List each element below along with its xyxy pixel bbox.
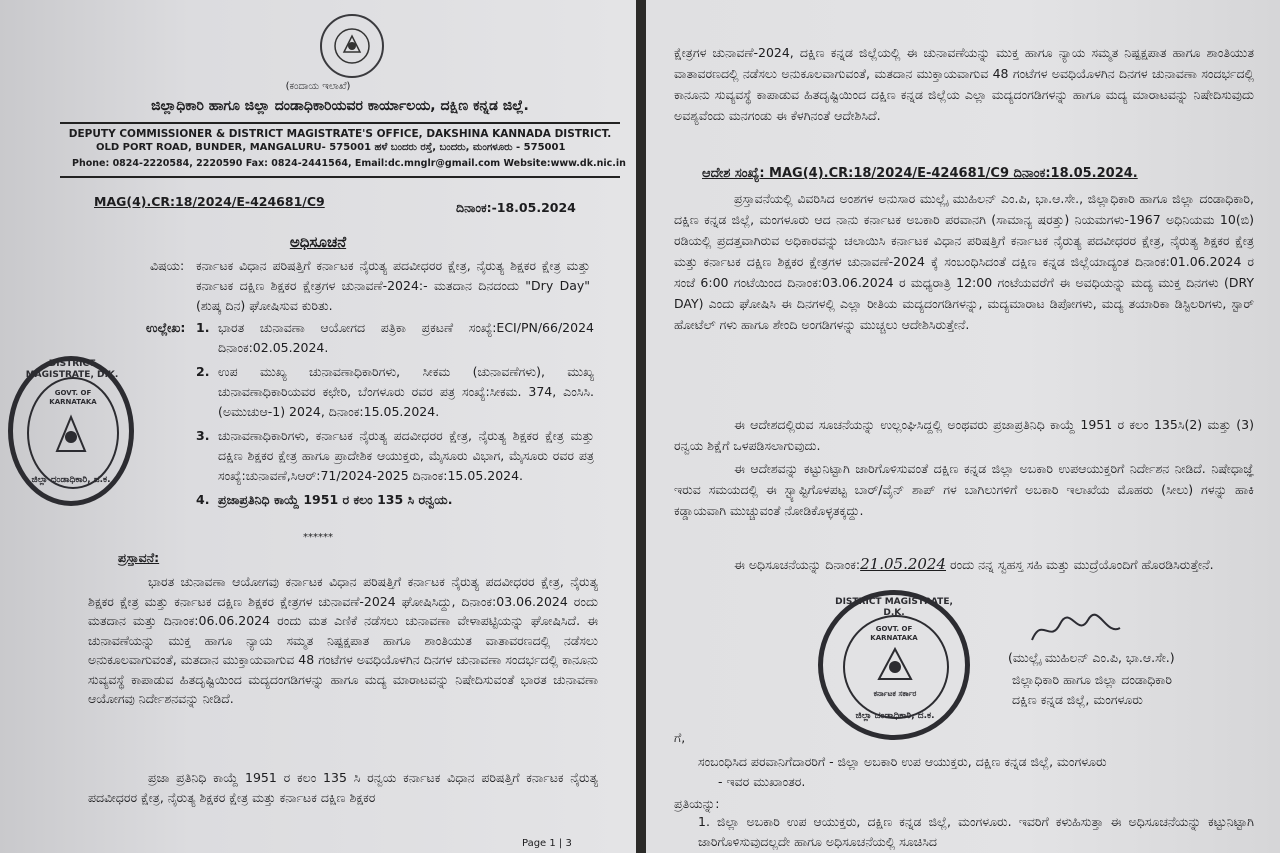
copy-label: ಪ್ರತಿಯನ್ನು: <box>674 796 720 811</box>
reference-item: 3. ಚುನಾವಣಾಧಿಕಾರಿಗಳು, ಕರ್ನಾಟಕ ನೈರುತ್ಯ ಪದವೀಧರರ ಕ್ಷೇತ್ರ, ನೈರುತ್ಯ ಶಿಕ್ಷಕರ ಕ್ಷೇತ್ರ ಮತ್ತು ದಕ್ಷಿಣ ಶಿಕ್ಷಕರ ಕ್ಷೇತ್ರ ಹಾಗೂ ಪ್ರಾದೇಶಿಕ ಆಯುಕ್ತರು, ಮೈಸೂರು ವಿಭಾಗ, ಮೈಸೂರು ರವರ ಪತ್ರ ಸಂಖ್ಯೆ:ಚುನಾವಣೆ,ಸಿಆರ್:71/2024-2025 ದಿನಾಂಕ:15.05.2024. <box>196 428 594 483</box>
references-label: ಉಲ್ಲೇಖ: <box>146 320 186 335</box>
preamble-paragraph-1: ಭಾರತ ಚುನಾವಣಾ ಆಯೋಗವು ಕರ್ನಾಟಕ ವಿಧಾನ ಪರಿಷತ್ತಿಗೆ ಕರ್ನಾಟಕ ನೈರುತ್ಯ ಪದವೀಧರರ ಕ್ಷೇತ್ರ, ನೈರುತ್ಯ ಶಿಕ್ಷಕರ ಕ್ಷೇತ್ರ ಮತ್ತು ಕರ್ನಾಟಕ ದಕ್ಷಿಣ ಶಿಕ್ಷಕರ ಕ್ಷೇತ್ರಗಳ ಚುನಾವಣೆ-2024 ಘೋಷಿಸಿದ್ದು, ದಿನಾಂಕ:03.06.2024 ರಂದು ಮತದಾನ ಮತ್ತು ದಿನಾಂಕ:06.06.2024 ರಂದು ಮತ ಎಣಿಕೆ ನಡೆಸಲು ಚುನಾವಣಾ ವೇಳಾಪಟ್ಟಿಯನ್ನು ಘೋಷಿಸಿದೆ. ಈ ಚುನಾವಣೆಯನ್ನು ಮುಕ್ತ ಹಾಗೂ ನ್ಯಾಯ ಸಮ್ಮತ ನಿಷ್ಪಕ್ಷಪಾತ ಹಾಗೂ ಶಾಂತಿಯುತ ವಾತಾವರಣದಲ್ಲಿ ನಡೆಸಲು ಅನುಕೂಲವಾಗುವಂತೆ, ಮತದಾನ ಮುಕ್ತಾಯವಾಗುವ 48 ಗಂಟೆಗಳ ಅವಧಿಯೊಳಗಿನ ದಿನಗಳ ಚುನಾವಣಾ ಸಂದರ್ಭದಲ್ಲಿ ಕಾನೂನು ಸುವ್ಯವಸ್ಥೆ ಕಾಪಾಡುವ ಹಿತದೃಷ್ಟಿಯಿಂದ ಮದ್ಯದಂಗಡಿಗಳನ್ನು ಹಾಗೂ ಮದ್ಯ ಮಾರಾಟವನ್ನು ನಿಷೇದಿಸುವಂತೆ ಭಾರತ ಚುನಾವಣಾ ಆಯೋಗವು ನಿರ್ದೇಶನವನ್ನು ನೀಡಿದೆ. <box>88 574 598 706</box>
references-block <box>146 318 594 510</box>
signatory-name: (ಮುಲ್ಲೈ ಮುಹಿಲನ್ ಎಂ.ಪಿ, ಭಾ.ಆ.ಸೇ.) <box>1008 650 1175 665</box>
seal-emblem-icon <box>51 411 91 455</box>
to-label: ಗೆ, <box>674 730 686 745</box>
order-paragraph-1: ಪ್ರಸ್ತಾವನೆಯಲ್ಲಿ ವಿವರಿಸಿದ ಅಂಶಗಳ ಅನುಸಾರ ಮುಲ್ಲೈ ಮುಹಿಲನ್ ಎಂ.ಪಿ, ಭಾ.ಆ.ಸೇ., ಜಿಲ್ಲಾಧಿಕಾರಿ ಹಾಗೂ ಜಿಲ್ಲಾ ದಂಡಾಧಿಕಾರಿ, ದಕ್ಷಿಣ ಕನ್ನಡ ಜಿಲ್ಲೆ, ಮಂಗಳೂರು ಆದ ನಾನು ಕರ್ನಾಟಕ ಅಬಕಾರಿ ಪರವಾನಗಿ (ಸಾಮಾನ್ಯ ಷರತ್ತು) ನಿಯಮಗಳು-1967 ಅಧಿನಿಯಮ 10(ಬಿ) ರಡಿಯಲ್ಲಿ ಪ್ರದತ್ತವಾಗಿರುವ ಅಧಿಕಾರವನ್ನು ಚಲಾಯಿಸಿ ಕರ್ನಾಟಕ ವಿಧಾನ ಪರಿಷತ್ತಿಗೆ ಕರ್ನಾಟಕ ನೈರುತ್ಯ ಪದವೀಧರರ ಕ್ಷೇತ್ರ, ನೈರುತ್ಯ ಶಿಕ್ಷಕರ ಕ್ಷೇತ್ರ ಮತ್ತು ಕರ್ನಾಟಕ ದಕ್ಷಿಣ ಶಿಕ್ಷಕರ ಕ್ಷೇತ್ರಗಳ ಚುನಾವಣೆ-2024 ಕ್ಕೆ ಸಂಬಂಧಿಸಿದಂತೆ ದಕ್ಷಿಣ ಕನ್ನಡ ಜಿಲ್ಲೆಯಾದ್ಯಂತ ದಿನಾಂಕ:01.06.2024 ರ ಸಂಜೆ 6:00 ಗಂಟೆಯಿಂದ ದಿನಾಂಕ:03.06.2024 ರ ಮಧ್ಯರಾತ್ರಿ 12:00 ಗಂಟೆಯವರೆಗೆ ಈ ಅವಧಿಯನ್ನು ಮದ್ಯ ಮುಕ್ತ ದಿನಗಳು (DRY DAY) ಎಂದು ಘೋಷಿಸಿ ಈ ದಿನಗಳಲ್ಲಿ ಎಲ್ಲಾ ರೀತಿಯ ಮದ್ಯದಂಗಡಿಗಳನ್ನು, ಮದ್ಯಮಾರಾಟ ಡಿಪೋಗಳು, ಮದ್ಯ ತಯಾರಿಕಾ ಡಿಸ್ಟಿಲರಿಗಳು, ಸ್ಟಾರ್ ಹೋಟೆಲ್ ಗಳು ಹಾಗೂ ಶೇಂದಿ ಅಂಗಡಿಗಳನ್ನು ಮುಚ್ಚಲು ಆದೇಶಿಸಿರುತ್ತೇನೆ. <box>674 191 1254 332</box>
issue-line: ಈ ಅಧಿಸೂಚನೆಯನ್ನು ದಿನಾಂಕ:21.05.2024 ರಂದು ನನ್ನ ಸ್ವಹಸ್ತ ಸಹಿ ಮತ್ತು ಮುದ್ರೆಯೊಂದಿಗೆ ಹೊರಡಿಸಿರುತ್ತೇನೆ. <box>734 555 1214 573</box>
signatory-place: ದಕ್ಷಿಣ ಕನ್ನಡ ಜಿಲ್ಲೆ, ಮಂಗಳೂರು <box>1012 692 1143 707</box>
subject-text: ಕರ್ನಾಟಕ ವಿಧಾನ ಪರಿಷತ್ತಿಗೆ ಕರ್ನಾಟಕ ನೈರುತ್ಯ ಪದವೀಧರರ ಕ್ಷೇತ್ರ, ನೈರುತ್ಯ ಶಿಕ್ಷಕರ ಕ್ಷೇತ್ರ ಮತ್ತು ಕರ್ನಾಟಕ ದಕ್ಷಿಣ ಶಿಕ್ಷಕರ ಕ್ಷೇತ್ರಗಳ ಚುನಾವಣೆ-2024:- ಮತದಾನ ದಿನದಂದು "Dry Day" (ಶುಷ್ಕ ದಿನ) ಘೋಷಿಸುವ ಕುರಿತು. <box>196 258 590 313</box>
continued-paragraph: ಕ್ಷೇತ್ರಗಳ ಚುನಾವಣೆ-2024, ದಕ್ಷಿಣ ಕನ್ನಡ ಜಿಲ್ಲೆಯಲ್ಲಿ ಈ ಚುನಾವಣೆಯನ್ನು ಮುಕ್ತ ಹಾಗೂ ನ್ಯಾಯ ಸಮ್ಮತ ನಿಷ್ಪಕ್ಷಪಾತ ಹಾಗೂ ಶಾಂತಿಯುತ ವಾತಾವರಣದಲ್ಲಿ ನಡೆಸಲು ಅನುಕೂಲವಾಗುವಂತೆ, ಮತದಾನ ಮುಕ್ತಾಯವಾಗುವ 48 ಗಂಟೆಗಳ ಅವಧಿಯೊಳಗಿನ ದಿನಗಳ ಚುನಾವಣಾ ಸಂದರ್ಭದಲ್ಲಿ ಕಾನೂನು ಸುವ್ಯವಸ್ಥೆ ಕಾಪಾಡುವ ಹಿತದೃಷ್ಟಿಯಿಂದ ದಕ್ಷಿಣ ಕನ್ನಡ ಜಿಲ್ಲೆಯ ಎಲ್ಲಾ ಮದ್ಯದಂಗಡಿಗಳನ್ನು ಹಾಗೂ ಮದ್ಯ ಮಾರಾಟವನ್ನು ನಿಷೇದಿಸುವುದು ಅವಶ್ಯವೆಂದು ಮನಗಂಡು ಈ ಕೆಳಗಿನಂತೆ ಆದೇಶಿಸಿದೆ. <box>674 45 1254 123</box>
signature-icon <box>1026 610 1126 650</box>
subject-block <box>150 256 590 316</box>
emblem-icon <box>332 26 372 66</box>
preamble-paragraph-2: ಪ್ರಜಾ ಪ್ರತಿನಿಧಿ ಕಾಯ್ದೆ 1951 ರ ಕಲಂ 135 ಸಿ ರನ್ವಯ ಕರ್ನಾಟಕ ವಿಧಾನ ಪರಿಷತ್ತಿಗೆ ಕರ್ನಾಟಕ ನೈರುತ್ಯ ಪದವೀಧರರ ಕ್ಷೇತ್ರ, ನೈರುತ್ಯ ಶಿಕ್ಷಕರ ಕ್ಷೇತ್ರ ಮತ್ತು ಕರ್ನಾಟಕ ದಕ್ಷಿಣ ಶಿಕ್ಷಕರ <box>88 770 598 805</box>
document-date: ದಿನಾಂಕ:-18.05.2024 <box>456 200 576 215</box>
seal-emblem-icon <box>873 645 917 683</box>
to-recipients: ಸಂಬಂಧಿಸಿದ ಪರವಾನಿಗೆದಾರರಿಗೆ - ಜಿಲ್ಲಾ ಅಬಕಾರಿ ಉಪ ಆಯುಕ್ತರು, ದಕ್ಷಿಣ ಕನ್ನಡ ಜಿಲ್ಲೆ, ಮಂಗಳೂರು <box>698 754 1107 769</box>
signatory-designation: ಜಿಲ್ಲಾಧಿಕಾರಿ ಹಾಗೂ ಜಿಲ್ಲಾ ದಂಡಾಧಿಕಾರಿ <box>1012 672 1172 687</box>
page-footer: Page 1 | 3 <box>522 838 572 849</box>
to-recipients-via: - ಇವರ ಮುಖಾಂತರ. <box>718 774 806 789</box>
department-label: (ಕಂದಾಯ ಇಲಾಖೆ) <box>285 81 351 92</box>
reference-item: 1. ಭಾರತ ಚುನಾವಣಾ ಆಯೋಗದ ಪತ್ರಿಕಾ ಪ್ರಕಟಣೆ ಸಂಖ್ಯೆ:ECI/PN/66/2024 ದಿನಾಂಕ:02.05.2024. <box>196 320 594 355</box>
district-magistrate-seal: DISTRICT MAGISTRATE, D.K. GOVT. OF KARNATAKA ಕರ್ನಾಟಕ ಸರ್ಕಾರ ಜಿಲ್ಲಾ ದಂಡಾಧಿಕಾರಿ, ದ.ಕ. <box>818 590 970 740</box>
order-paragraph-2: ಈ ಆದೇಶದಲ್ಲಿರುವ ಸೂಚನೆಯನ್ನು ಉಲ್ಲಂಘಿಸಿದ್ದಲ್ಲಿ ಅಂಥವರು ಪ್ರಜಾಪ್ರತಿನಿಧಿ ಕಾಯ್ದೆ 1951 ರ ಕಲಂ 135ಸಿ(2) ಮತ್ತು (3) ರನ್ವಯ ಶಿಕ್ಷೆಗೆ ಒಳಪಡಿಸಲಾಗುವುದು. <box>674 417 1254 453</box>
state-emblem <box>320 14 384 78</box>
preamble-label: ಪ್ರಸ್ತಾವನೆ: <box>118 550 160 565</box>
document-page-1 <box>0 0 636 853</box>
order-number-line: ಆದೇಶ ಸಂಖ್ಯೆ: MAG(4).CR:18/2024/E-424681/C9 ದಿನಾಂಕ:18.05.2024. <box>702 166 1138 181</box>
reference-item: 2. ಉಪ ಮುಖ್ಯ ಚುನಾವಣಾಧಿಕಾರಿಗಳು, ಸೀಕಮ (ಚುನಾವಣೆಗಳು), ಮುಖ್ಯ ಚುನಾವಣಾಧಿಕಾರಿಯವರ ಕಛೇರಿ, ಬೆಂಗಳೂರು ರವರ ಪತ್ರ ಸಂಖ್ಯೆ:ಸೀಕಮ. 374, ಎಂಸಿಸಿ. (ಅಮುಚುಆ-1) 2024, ದಿನಾಂಕ:15.05.2024. <box>196 364 594 419</box>
office-name-english: DEPUTY COMMISSIONER & DISTRICT MAGISTRATE'S OFFICE, DAKSHINA KANNADA DISTRICT. <box>68 128 612 140</box>
order-paragraph-3: ಈ ಆದೇಶವನ್ನು ಕಟ್ಟುನಿಟ್ಟಾಗಿ ಜಾರಿಗೊಳಿಸುವಂತೆ ದಕ್ಷಿಣ ಕನ್ನಡ ಜಿಲ್ಲಾ ಅಬಕಾರಿ ಉಪಆಯುಕ್ತರಿಗೆ ನಿರ್ದೇಶನ ನೀಡಿದೆ. ನಿಷೇಧಾಜ್ಞೆ ಇರುವ ಸಮಯದಲ್ಲಿ ಈ ಸ್ಟ್ಯಾಪ್ಟಿಗೊಳಪಟ್ಟ ಬಾರ್/ವೈನ್ ಶಾಪ್ ಗಳ ಬಾಗಿಲುಗಳಿಗೆ ಅಬಕಾರಿ ಇಲಾಖೆಯ ಮೊಹರು (ಸೀಲು) ಗಳನ್ನು ಹಾಕಿ ಕಡ್ಡಾಯವಾಗಿ ಮುಚ್ಚುವಂತೆ ನೋಡಿಕೊಳ್ಳತಕ್ಕದ್ದು. <box>674 461 1254 518</box>
handwritten-date: 21.05.2024 <box>860 555 947 573</box>
reference-item: 4. ಪ್ರಜಾಪ್ರತಿನಿಧಿ ಕಾಯ್ದೆ 1951 ರ ಕಲಂ 135 ಸಿ ರನ್ವಯ. <box>196 492 453 507</box>
office-name-kannada: ಜಿಲ್ಲಾಧಿಕಾರಿ ಹಾಗೂ ಜಿಲ್ಲಾ ದಂಡಾಧಿಕಾರಿಯವರ ಕಾರ್ಯಾಲಯ, ದಕ್ಷಿಣ ಕನ್ನಡ ಜಿಲ್ಲೆ. <box>151 98 529 114</box>
copy-item-1: 1. ಜಿಲ್ಲಾ ಅಬಕಾರಿ ಉಪ ಆಯುಕ್ತರು, ದಕ್ಷಿಣ ಕನ್ನಡ ಜಿಲ್ಲೆ, ಮಂಗಳೂರು. ಇವರಿಗೆ ಕಳುಹಿಸುತ್ತಾ ಈ ಅಧಿಸೂಚನೆಯನ್ನು ಕಟ್ಟುನಿಟ್ಟಾಗಿ ಜಾರಿಗೊಳಿಸುವುದಲ್ಲದೇ ಹಾಗೂ ಅಧಿಸೂಚನೆಯಲ್ಲಿ ಸೂಚಿಸಿದ <box>698 814 1254 849</box>
document-heading: ಅಧಿಸೂಚನೆ <box>289 233 347 251</box>
document-page-2 <box>646 0 1280 853</box>
office-contact: Phone: 0824-2220584, 2220590 Fax: 0824-2441564, Email:dc.mnglr@gmail.com Website:www.dk.nic.in <box>72 158 626 169</box>
reference-number: MAG(4).CR:18/2024/E-424681/C9 <box>94 194 325 209</box>
district-magistrate-seal: DISTRICT MAGISTRATE, D.K. GOVT. OF KARNATAKA ಜಿಲ್ಲಾ ದಂಡಾಧಿಕಾರಿ, ದ.ಕ. <box>8 356 134 506</box>
subject-label: ವಿಷಯ: <box>150 258 185 273</box>
office-address: OLD PORT ROAD, BUNDER, MANGALURU- 575001 ಹಳೆ ಬಂದರು ರಸ್ತೆ, ಬಂದರು, ಮಂಗಳೂರು - 575001 <box>96 142 566 153</box>
separator-stars: ****** <box>303 532 333 543</box>
